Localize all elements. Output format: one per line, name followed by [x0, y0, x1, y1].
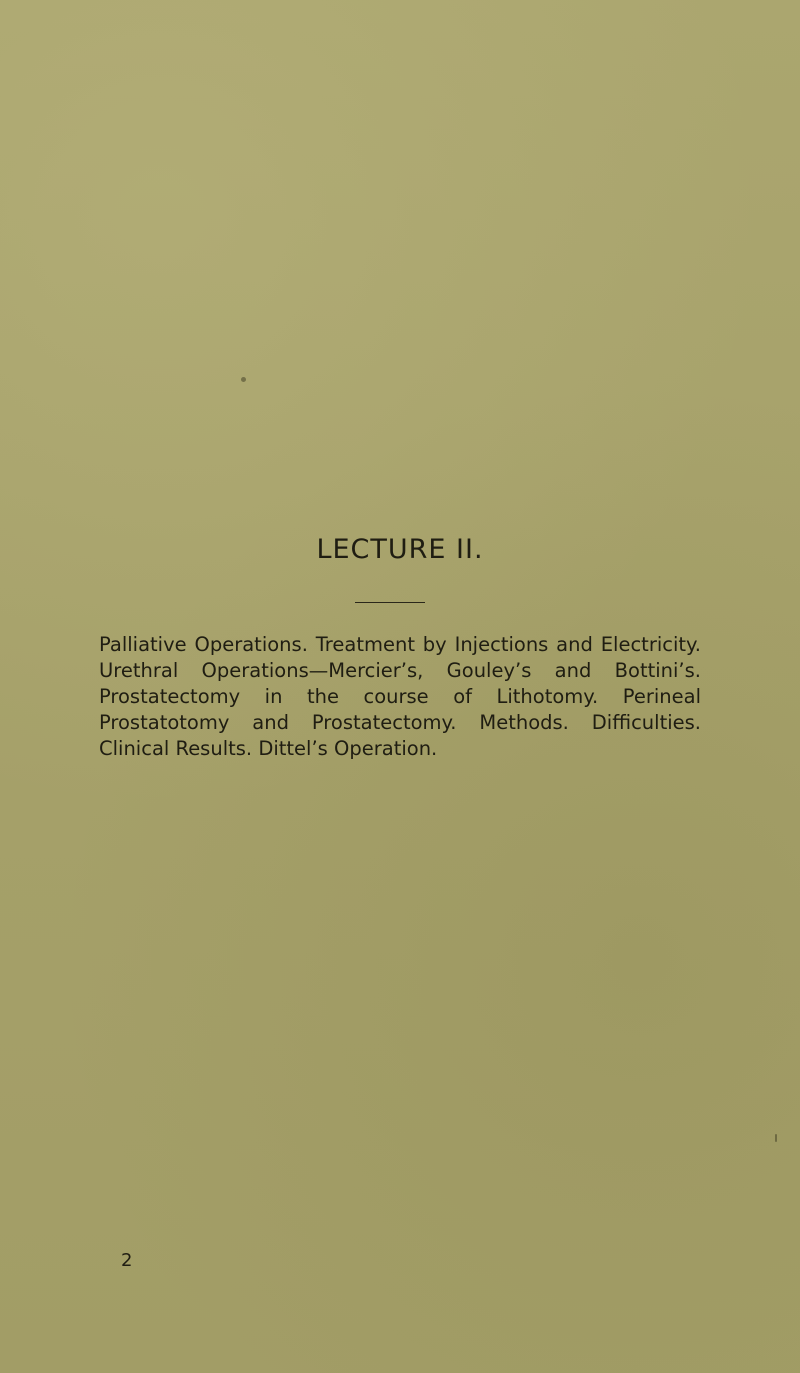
paper-speck [775, 1134, 777, 1142]
paper-speck [241, 377, 246, 382]
page-number: 2 [121, 1250, 133, 1271]
lecture-synopsis: Palliative Operations. Treatment by Injections and Electricity. Urethral Operations—Mercier’s, Gouley’s and Bottini’s. Prostatectomy in the course of Lithotomy. Perineal Prostatotomy and Prostatectomy. Methods. Difficulties. Clinical Results. Dittel’s Operation. [99, 633, 701, 760]
title-rule [355, 602, 425, 603]
lecture-title: LECTURE II. [316, 534, 484, 565]
